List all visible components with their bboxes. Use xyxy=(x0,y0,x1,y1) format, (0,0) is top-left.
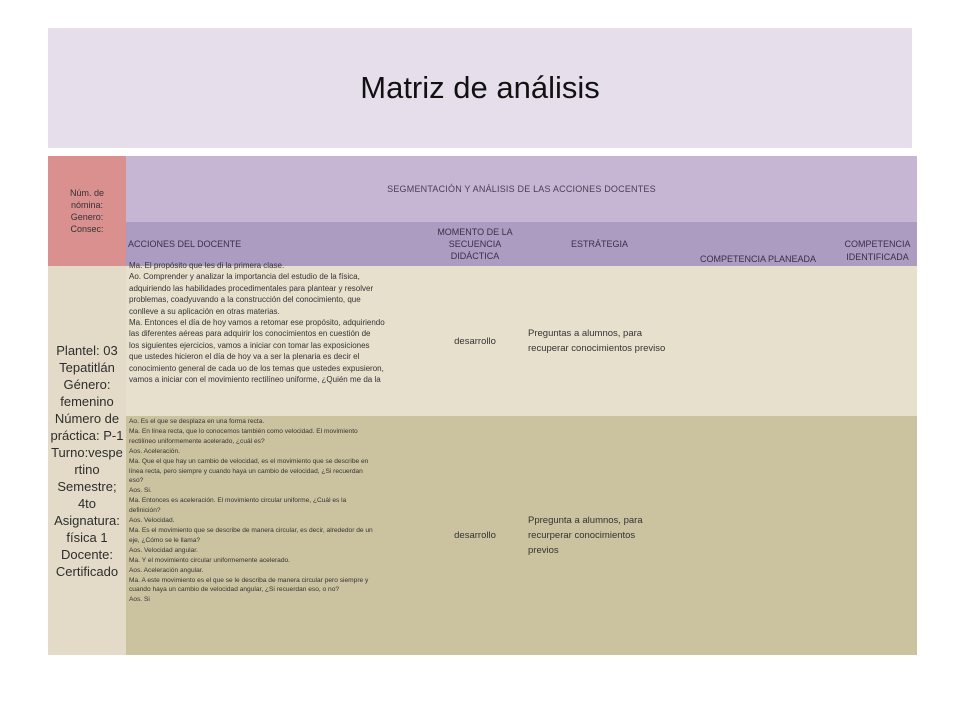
estrategia-line: previos xyxy=(528,545,559,556)
dialogue-line: Ma. Es el movimiento que se describe de manera circular, es decir, alrededor de un xyxy=(129,526,373,534)
teacher-info-line: Plantel: 03 xyxy=(56,342,118,358)
teacher-info-line: rtino xyxy=(74,461,100,477)
dialogue-line: Aos. Velocidad. xyxy=(129,517,175,525)
competencia-planeada-header-text: COMPETENCIA PLANEADA xyxy=(699,254,817,264)
dialogue-line: Aos. Si. xyxy=(129,487,152,495)
dialogue-line: Ao. Es el que se desplaza en una forma recta. xyxy=(129,418,265,425)
dialogue-line: las diferentes aéreas para adquirir los conocimientos en cuestión de xyxy=(129,329,371,339)
nomina-header-line: Núm. de xyxy=(69,188,104,198)
competencia-identificada-line: COMPETENCIA xyxy=(844,239,911,249)
analysis-matrix xyxy=(48,156,917,655)
dialogue-line: línea recta, pero siempre y cuando haya un cambio de velocidad, ¿Si recuerdan xyxy=(129,467,363,475)
dialogue-line: los siguientes ejercicios, vamos a iniciar con tomar las exposiciones xyxy=(129,340,370,350)
segmentacion-header xyxy=(126,156,917,222)
dialogue-line: conocimiento general de cada uo de los temas que ustedes expusieron, xyxy=(129,363,384,373)
teacher-info-line: Asignatura: xyxy=(54,512,120,528)
row2-estrategia-cell xyxy=(521,416,678,655)
competencia-identificada-line: IDENTIFICADA xyxy=(846,252,909,262)
momento-header-line: MOMENTO DE LA xyxy=(437,227,513,237)
row2-acciones-cell xyxy=(126,416,429,655)
row1-momento-cell xyxy=(429,266,521,416)
dialogue-line: eje, ¿Cómo se le llama? xyxy=(129,536,201,544)
estrategia-line: recurperar conocimientos xyxy=(528,530,636,541)
dialogue-line: Aos. Velocidad angular. xyxy=(129,546,198,554)
competencia-identificada-header xyxy=(838,222,917,266)
row1-acciones-cell xyxy=(126,261,429,416)
dialogue-line: Ma. El propósito que les di la primera clase. xyxy=(129,261,285,270)
nomina-header-line: Consec: xyxy=(70,224,104,234)
row2-momento-cell xyxy=(429,416,521,655)
dialogue-line: Aos. Aceleración. xyxy=(129,447,180,455)
estrategia-header-text: ESTRÁTEGIA xyxy=(570,239,628,249)
segmentacion-header-text: SEGMENTACIÓN Y ANÁLISIS DE LAS ACCIONES DOCENTES xyxy=(387,184,656,194)
dialogue-line: Ma. Entonces el día de hoy vamos a retomar ese propósito, adquiriendo xyxy=(129,318,385,328)
teacher-info-line: práctica: P-1 xyxy=(50,427,124,443)
teacher-info-line: Número de xyxy=(54,410,120,426)
dialogue-line: Ma. Que el que hay un cambio de velocidad, es el movimiento que se describe en xyxy=(129,457,369,465)
dialogue-line: Aos. Si xyxy=(129,596,150,604)
slide-title: Matriz de análisis xyxy=(360,70,600,105)
dialogue-line: Ma. A este movimiento es el que se le describa de manera circular pero siempre y xyxy=(129,576,369,584)
dialogue-line: conlleve a su aplicación en otras materias. xyxy=(129,306,280,316)
teacher-info-line: Docente: xyxy=(60,546,114,562)
title-band xyxy=(48,28,912,148)
row2-competencia-planeada-cell xyxy=(678,416,838,655)
teacher-info-line: física 1 xyxy=(66,529,108,545)
dialogue-line: Aos. Aceleración angular. xyxy=(129,566,204,574)
momento-header-line: SECUENCIA DIDÁCTICA xyxy=(448,239,502,261)
teacher-info-line: Tepatitlán xyxy=(59,359,115,375)
teacher-info-line: Semestre; xyxy=(57,478,117,494)
row1-estrategia-cell xyxy=(521,266,678,416)
competencia-planeada-header xyxy=(678,222,838,266)
nomina-header-line: nómina: xyxy=(70,200,103,210)
teacher-info-line: Certificado xyxy=(55,563,119,579)
teacher-info-line: Turno:vespe xyxy=(51,444,123,460)
dialogue-line: Ma. Entonces es aceleración. El movimiento circular uniforme, ¿Cuál es la xyxy=(129,497,347,505)
dialogue-line: rectilíneo uniformemente acelerado, ¿cuál es? xyxy=(129,437,265,445)
estrategia-header xyxy=(521,222,678,266)
dialogue-line: que ustedes hicieron el día de hoy va a ser la plenaria es decir el xyxy=(129,352,360,362)
dialogue-line: Ao. Comprender y analizar la importancia del estudio de la física, xyxy=(129,272,360,282)
row2-competencia-identificada-cell xyxy=(838,416,917,655)
row2-momento-text: desarrollo xyxy=(454,530,496,541)
dialogue-line: definición? xyxy=(129,507,161,515)
row1-momento-text: desarrollo xyxy=(454,335,496,347)
row1-competencia-identificada-cell xyxy=(838,266,917,416)
dialogue-line: Ma. En línea recta, que lo conocemos también como velocidad. El movimiento xyxy=(129,427,358,435)
dialogue-line: Ma. Y el movimiento circular uniformemente acelerado. xyxy=(129,556,291,564)
dialogue-line: cuando haya un cambio de velocidad angular, ¿Si recuerdan eso, o no? xyxy=(129,586,340,594)
dialogue-line: vamos a iniciar con el movimiento rectilíneo uniforme, ¿Quién me da la xyxy=(129,375,381,385)
estrategia-line: Ppregunta a alumnos, para xyxy=(528,515,643,526)
estrategia-line: recuperar conocimientos previso xyxy=(528,343,666,354)
teacher-info-line: Género: xyxy=(63,376,111,392)
nomina-header-line: Genero: xyxy=(70,212,104,222)
acciones-header-text: ACCIONES DEL DOCENTE xyxy=(128,239,242,249)
dialogue-line: problemas, coadyuvando a la construcción del conocimiento, que xyxy=(129,295,361,305)
teacher-info-line: 4to xyxy=(77,495,97,511)
estrategia-line: Preguntas a alumnos, para xyxy=(528,328,643,339)
nomina-header xyxy=(48,156,126,266)
dialogue-line: eso? xyxy=(129,477,144,485)
dialogue-line: adquiriendo las habilidades procedimentales para plantear y resolver xyxy=(129,283,374,293)
teacher-info-cell xyxy=(48,266,126,655)
momento-header xyxy=(429,222,521,266)
row1-competencia-planeada-cell xyxy=(678,266,838,416)
teacher-info-line: femenino xyxy=(60,393,114,409)
